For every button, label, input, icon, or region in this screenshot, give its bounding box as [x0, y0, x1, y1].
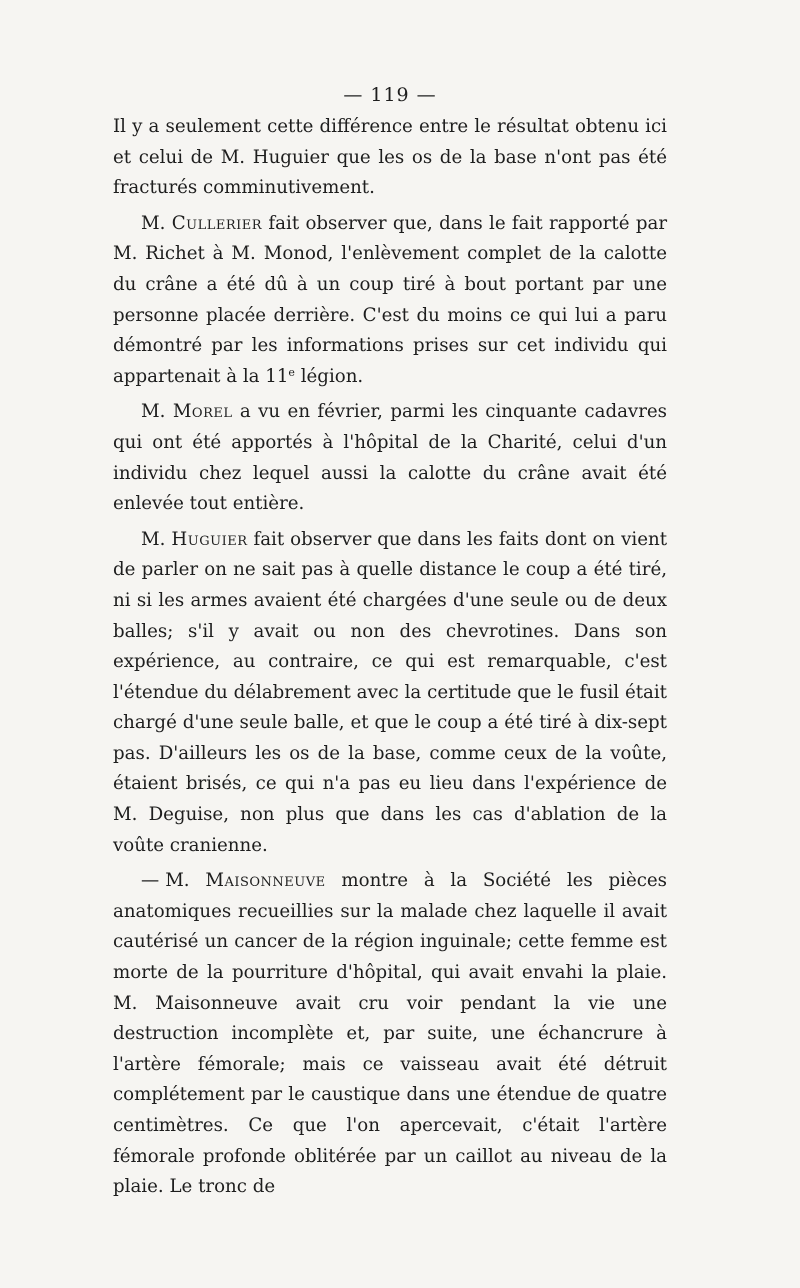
paragraph-3	[113, 397, 667, 519]
paragraph-5-text: montre à la Société les pièces anatomiques recueillies sur la malade chez laquelle il avait cautérisé un cancer de la région inguinale; cette femme est morte de la pourriture d'hôpital, qui avait envahi la plaie. M. Maisonneuve avait cru voir pendant la vie une destruction incomplète et, par suite, une échancrure à l'artère fémorale; mais ce vaisseau avait été détruit complétement par le caustique dans une étendue de quatre centimètres. Ce que l'on apercevait, c'était l'artère fémorale profonde oblitérée par un caillot au niveau de la plaie. Le tronc de	[113, 870, 667, 1198]
speaker-name-morel: Morel	[172, 401, 233, 423]
page-number: — 119 —	[343, 84, 437, 106]
paragraph-5	[113, 866, 667, 1203]
paragraph-2	[113, 209, 667, 393]
paragraph-3-text: a vu en février, parmi les cinquante cadavres qui ont été apportés à l'hôpital de la Charité, celui d'un individu chez lequel aussi la calotte du crâne avait été enlevée tout entière.	[113, 401, 667, 515]
paragraph-4	[113, 525, 667, 862]
paragraph-4-text: fait observer que dans les faits dont on vient de parler on ne sait pas à quelle distance le coup a été tiré, ni si les armes avaient été chargées d'une seule ou de deux balles; s'il y avait ou non des chevrotines. Dans son expérience, au contraire, ce qui est remarquable, c'est l'étendue du délabrement avec la certitude que le fusil était chargé d'une seule balle, et que le coup a été tiré à dix-sept pas. D'ailleurs les os de la base, comme ceux de la voûte, étaient brisés, ce qui n'a pas eu lieu dans l'expérience de M. Deguise, non plus que dans les cas d'ablation de la voûte cranienne.	[113, 528, 667, 856]
paragraph-1-text: Il y a seulement cette différence entre le résultat obtenu ici et celui de M. Huguier que les os de la base n'ont pas été fracturés comminutivement.	[113, 116, 667, 199]
ordinal-superscript: e	[288, 365, 295, 379]
paragraph-4-prefix: M.	[141, 528, 172, 550]
paragraph-2-suffix: légion.	[294, 365, 364, 387]
speaker-name-cullerier: Cullerier	[171, 212, 263, 234]
paragraph-3-prefix: M.	[141, 401, 173, 423]
section-dash: —	[141, 870, 160, 892]
paragraph-5-prefix: M.	[165, 870, 206, 892]
paragraph-2-prefix: M.	[141, 212, 172, 234]
speaker-name-maisonneuve: Maisonneuve	[205, 870, 326, 892]
speaker-name-huguier: Huguier	[171, 528, 248, 550]
document-body	[113, 112, 667, 1203]
paragraph-1	[113, 112, 667, 204]
paragraph-2-text: fait observer que, dans le fait rapporté par M. Richet à M. Monod, l'enlèvement complet de la calotte du crâne a été dû à un coup tiré à bout portant par une personne placée derrière. C'est du moins ce qui lui a paru démontré par les informations prises sur cet individu qui appartenait à la 11	[113, 212, 668, 387]
